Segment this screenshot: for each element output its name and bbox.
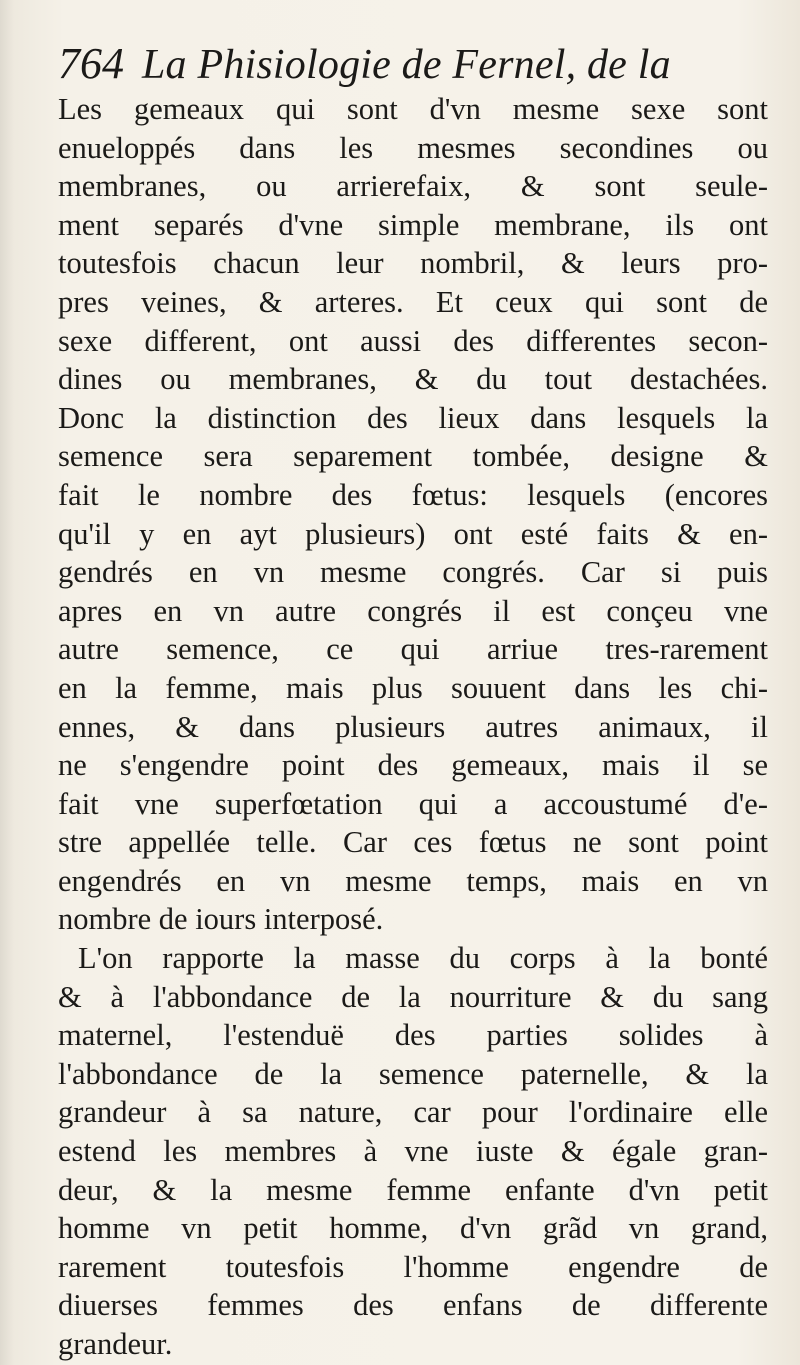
text-line: & à l'abbondance de la nourriture & du sang	[58, 979, 768, 1014]
text-line: diuerses femmes des enfans de differente	[58, 1288, 768, 1323]
text-line: engendrés en vn mesme temps, mais en vn	[58, 863, 768, 898]
paragraph-twins	[58, 90, 768, 939]
text-line: ment separés d'vne simple membrane, ils ont	[58, 207, 768, 242]
text-line: semence sera separement tombée, designe &	[58, 439, 768, 474]
running-title: La Phisiologie de Fernel, de la	[142, 42, 671, 88]
body-text	[58, 90, 768, 1364]
text-line: nombre de iours interposé.	[58, 902, 384, 937]
text-line: ne s'engendre point des gemeaux, mais il se	[58, 748, 768, 783]
text-line: qu'il y en ayt plusieurs) ont esté faits & en-	[58, 516, 768, 551]
text-line: l'abbondance de la semence paternelle, & la	[58, 1056, 768, 1091]
text-line: grandeur.	[58, 1327, 173, 1361]
text-line: estend les membres à vne iuste & égale gran-	[58, 1134, 768, 1169]
text-line: fait vne superfœtation qui a accoustumé d'e-	[58, 786, 768, 821]
text-line: stre appellée telle. Car ces fœtus ne sont point	[58, 825, 768, 860]
paragraph-body-size	[58, 939, 768, 1364]
text-line: apres en vn autre congrés il est conçeu vne	[58, 593, 768, 628]
text-line: sexe different, ont aussi des differentes secon-	[58, 323, 768, 358]
text-line: deur, & la mesme femme enfante d'vn petit	[58, 1172, 768, 1207]
text-line: L'on rapporte la masse du corps à la bonté	[78, 941, 768, 976]
text-line: enueloppés dans les mesmes secondines ou	[58, 130, 768, 165]
text-line: membranes, ou arrierefaix, & sont seule-	[58, 169, 768, 204]
text-line: Les gemeaux qui sont d'vn mesme sexe sont	[58, 92, 768, 126]
page-header	[58, 38, 758, 92]
text-line: grandeur à sa nature, car pour l'ordinaire elle	[58, 1095, 768, 1130]
text-line: autre semence, ce qui arriue tres-rarement	[58, 632, 768, 667]
text-line: rarement toutesfois l'homme engendre de	[58, 1249, 768, 1284]
text-line: dines ou membranes, & du tout destachées.	[58, 362, 768, 397]
text-line: toutesfois chacun leur nombril, & leurs pro-	[58, 246, 768, 281]
text-line: en la femme, mais plus souuent dans les chi-	[58, 670, 768, 705]
text-line: fait le nombre des fœtus: lesquels (encores	[58, 477, 768, 512]
text-line: homme vn petit homme, d'vn grãd vn grand,	[58, 1211, 768, 1246]
page-number: 764	[58, 39, 124, 88]
page-gutter-shadow	[0, 0, 14, 1365]
text-line: gendrés en vn mesme congrés. Car si puis	[58, 555, 768, 590]
text-line: Donc la distinction des lieux dans lesquels la	[58, 400, 768, 435]
text-line: pres veines, & arteres. Et ceux qui sont de	[58, 284, 768, 319]
text-line: maternel, l'estenduë des parties solides à	[58, 1018, 768, 1053]
text-line: ennes, & dans plusieurs autres animaux, il	[58, 709, 768, 744]
